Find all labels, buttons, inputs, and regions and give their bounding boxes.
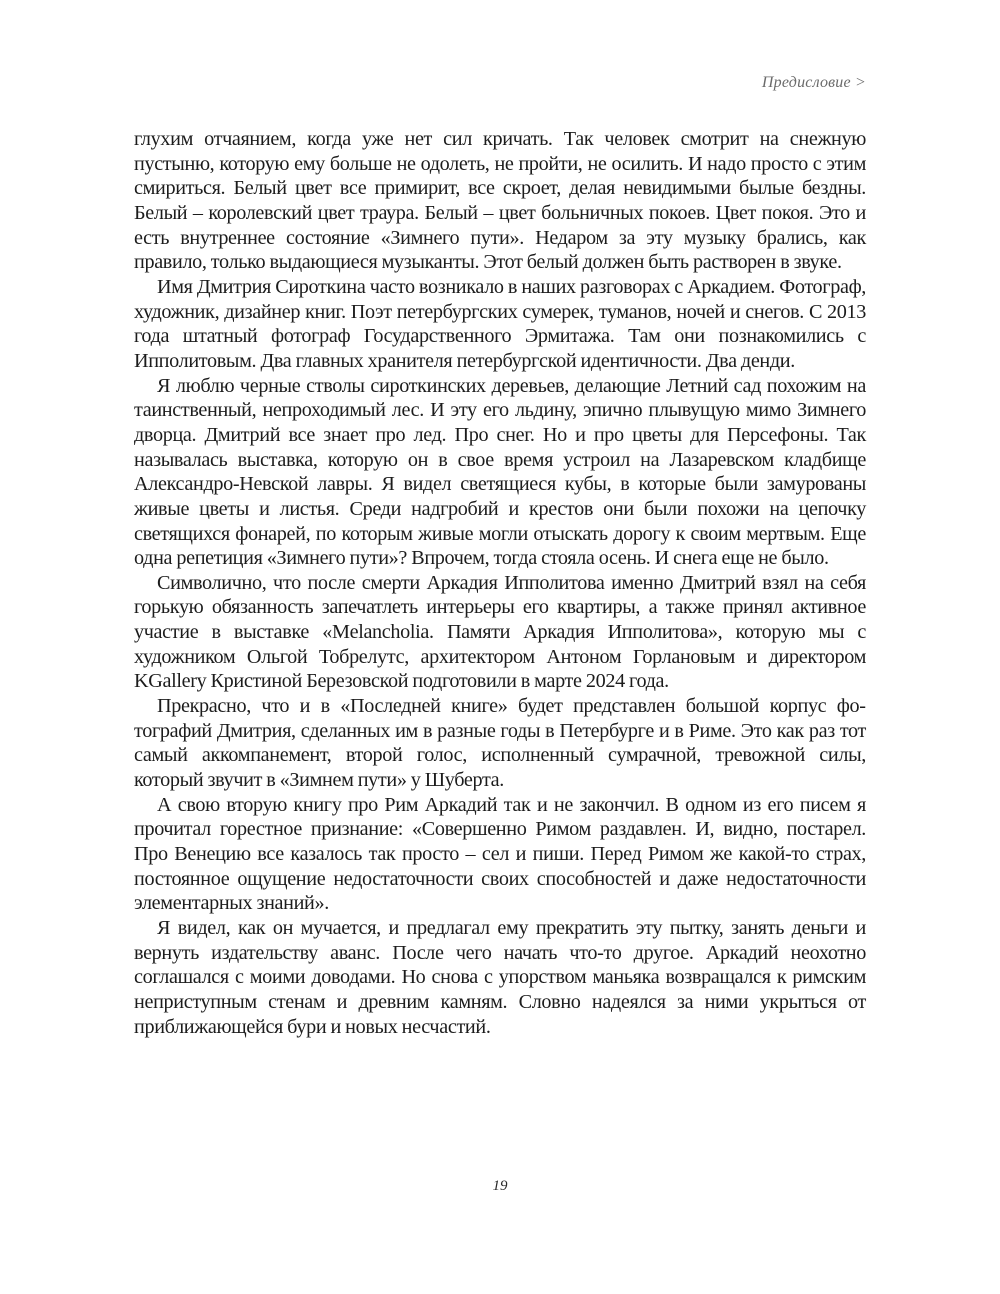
paragraph: Имя Дмитрия Сироткина часто возникало в наших разговорах с Аркадием. Фотограф, художник, дизайнер книг. Поэт петербургских сумерек, туманов, ночей и снегов. С 2013 года штатный фотограф Государственного Эрмитажа. Там они познакомились с Ипполитовым. Два главных хранителя петербургской идентичности. Два денди.: [134, 275, 866, 372]
page-number: 19: [492, 1178, 508, 1194]
paragraph: глухим отчаянием, когда уже нет сил кричать. Так человек смотрит на снежную пустыню, которую ему больше не одолеть, не пройти, не осилить. И надо просто с этим смириться. Белый цвет все примирит, все скроет, делая невидимыми былые бездны. Белый – королевский цвет траура. Белый – цвет больничных покоев. Цвет покоя. Это и есть внутреннее состояние «Зимнего пути». Недаром за эту музыку брались, как правило, только выдающиеся музыканты. Этот белый должен быть растворен в звуке.: [134, 128, 866, 274]
paragraph: Символично, что после смерти Аркадия Ипполитова именно Дмитрий взял на себя горькую обязанность запечатлеть интерьеры его квартиры, а также принял активное участие в выставке «Melancholia. Памяти Аркадия Ипполитова», которую мы с художником Ольгой Тобрелутс, архитектором Антоном Горлановым и директором KGallery Кристиной Березовской подготовили в марте 2024 года.: [134, 571, 866, 693]
paragraph: Я видел, как он мучается, и предлагал ему прекратить эту пытку, занять деньги и вернуть издательству аванс. После чего начать что-то другое. Аркадий неохотно соглашался с моими доводами. Но снова с упорством маньяка возвращался к римским неприступным стенам и древним камням. Словно надеялся за ними укрыться от приближающейся бури и новых несчастий.: [134, 917, 866, 1038]
body-text: [134, 127, 866, 1039]
paragraph: Прекрасно, что и в «Последней книге» будет представлен большой корпус фотографий Дмитрия, сделанных им в разные годы в Петербурге и в Риме. Это как раз тот самый аккомпанемент, второй голос, исполненный сумрачной, тревожной силы, который звучит в «Зимнем пути» у Шуберта.: [134, 695, 866, 792]
running-head: Предисловие >: [761, 74, 866, 91]
paragraph: Я люблю черные стволы сироткинских деревьев, делающие Летний сад похожим на таинственный, непроходимый лес. И эту его льдину, эпично плывущую мимо Зимнего дворца. Дмитрий все знает про лед. Про снег. Но и про цветы для Персефоны. Так называлась выставка, которую он в свое время устроил на Лазаревском кладбище Александро-Невской лавры. Я видел светящиеся кубы, в которые были замурованы живые цветы и листья. Среди надгробий и крестов они были похожи на цепочку светящихся фонарей, по которым живые могли отыскать дорогу к своим мертвым. Еще одна репетиция «Зимнего пути»? Впрочем, тогда стояла осень. И снега еще не было.: [134, 374, 866, 570]
paragraph: А свою вторую книгу про Рим Аркадий так и не закончил. В одном из его писем я прочитал горестное признание: «Совершенно Римом раздавлен. И, видно, постарел. Про Венецию все казалось так просто – сел и пиши. Перед Римом же какой-то страх, постоянное ощущение недостаточности своих способностей и даже недостаточности элементарных знаний».: [134, 793, 866, 915]
